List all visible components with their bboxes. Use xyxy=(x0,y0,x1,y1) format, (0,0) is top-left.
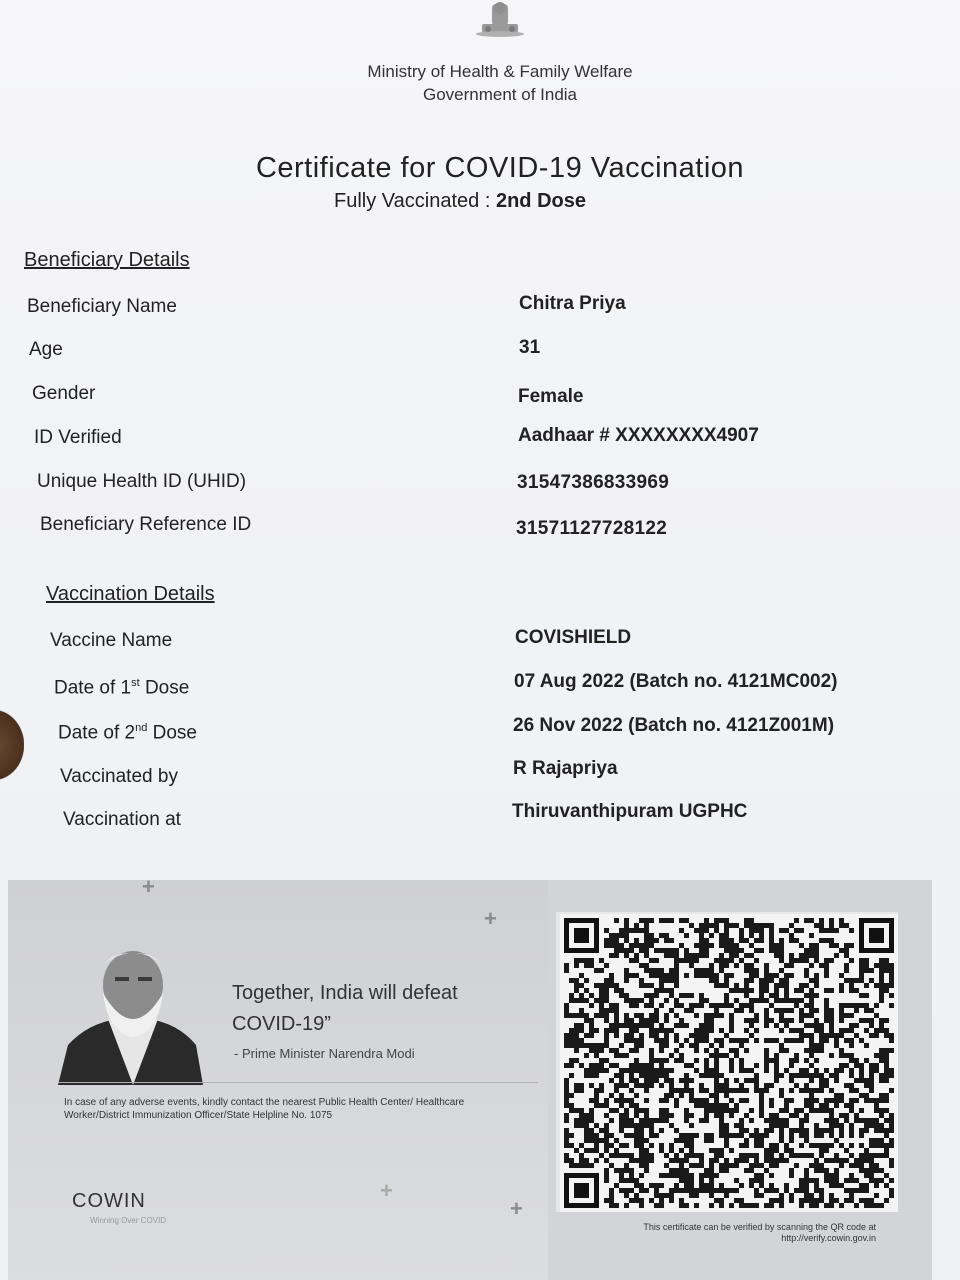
vaccination-at-value: Thiruvanthipuram UGPHC xyxy=(512,801,748,822)
helpline-note: In case of any adverse events, kindly contact the nearest Public Health Center/ Healthcare Worker/District Immunization Officer/State Helpline No. 1075 xyxy=(64,1097,465,1121)
plus-decoration-icon: + xyxy=(380,1178,393,1203)
status-value: 2nd Dose xyxy=(495,190,586,212)
qr-code-panel xyxy=(556,912,898,1212)
plus-decoration-icon: + xyxy=(484,906,497,931)
cowin-logo: COWIN xyxy=(72,1190,146,1212)
certificate-title: Certificate for COVID-19 Vaccination xyxy=(255,152,745,184)
dose1-label-text: Date of 1 xyxy=(54,677,132,699)
vaccinated-by-label: Vaccinated by xyxy=(60,766,178,787)
beneficiary-heading: Beneficiary Details xyxy=(24,249,190,271)
age-value: 31 xyxy=(519,337,541,358)
dose1-label xyxy=(54,677,189,699)
qr-verify-note xyxy=(580,1222,876,1244)
dose2-label xyxy=(58,722,197,744)
dose2-value: 26 Nov 2022 (Batch no. 4121Z001M) xyxy=(513,715,835,736)
prime-minister-portrait xyxy=(58,945,208,1085)
uhid-label: Unique Health ID (UHID) xyxy=(37,471,247,492)
status-label: Fully Vaccinated : xyxy=(334,190,491,212)
qr-note-line1: This certificate can be verified by scanning the QR code at xyxy=(643,1222,876,1232)
dose2-label-suffix: Dose xyxy=(147,722,197,744)
plus-decoration-icon: + xyxy=(510,1196,523,1221)
finger-shadow xyxy=(0,710,24,780)
qr-code xyxy=(556,912,898,1212)
dose1-label-sup: st xyxy=(131,677,140,689)
government-name: Government of India xyxy=(422,85,578,104)
ministry-name: Ministry of Health & Family Welfare xyxy=(367,62,633,81)
vaccination-at-label: Vaccination at xyxy=(63,809,181,830)
dose2-label-sup: nd xyxy=(135,722,148,734)
dose1-value: 07 Aug 2022 (Batch no. 4121MC002) xyxy=(514,671,838,692)
reference-id-value: 31571127728122 xyxy=(516,518,668,539)
uhid-value: 31547386833969 xyxy=(517,472,670,493)
national-emblem-icon xyxy=(470,0,530,52)
vaccine-name-value: COVISHIELD xyxy=(515,627,632,648)
reference-id-label: Beneficiary Reference ID xyxy=(40,514,252,535)
age-label: Age xyxy=(29,339,63,360)
vaccinated-by-value: R Rajapriya xyxy=(513,758,618,779)
vaccine-name-label: Vaccine Name xyxy=(50,630,173,651)
dose1-label-suffix: Dose xyxy=(139,677,190,699)
beneficiary-name-label: Beneficiary Name xyxy=(27,296,177,317)
quote-text: Together, India will defeat COVID-19” xyxy=(232,982,458,1035)
id-verified-value: Aadhaar # XXXXXXXX4907 xyxy=(518,425,759,446)
cowin-tagline: Winning Over COVID xyxy=(90,1216,167,1225)
gender-label: Gender xyxy=(32,383,96,404)
id-verified-label: ID Verified xyxy=(34,427,122,448)
footer-divider xyxy=(58,1082,538,1083)
vaccination-heading: Vaccination Details xyxy=(46,583,215,605)
dose2-label-text: Date of 2 xyxy=(58,722,136,744)
ministry-header xyxy=(300,60,700,106)
gender-value: Female xyxy=(518,386,584,407)
vaccination-status xyxy=(200,190,720,213)
quote-author: - Prime Minister Narendra Modi xyxy=(234,1046,415,1061)
beneficiary-name-value: Chitra Priya xyxy=(519,293,626,314)
qr-note-line2: http://verify.cowin.gov.in xyxy=(781,1233,876,1243)
plus-decoration-icon: + xyxy=(142,874,155,899)
